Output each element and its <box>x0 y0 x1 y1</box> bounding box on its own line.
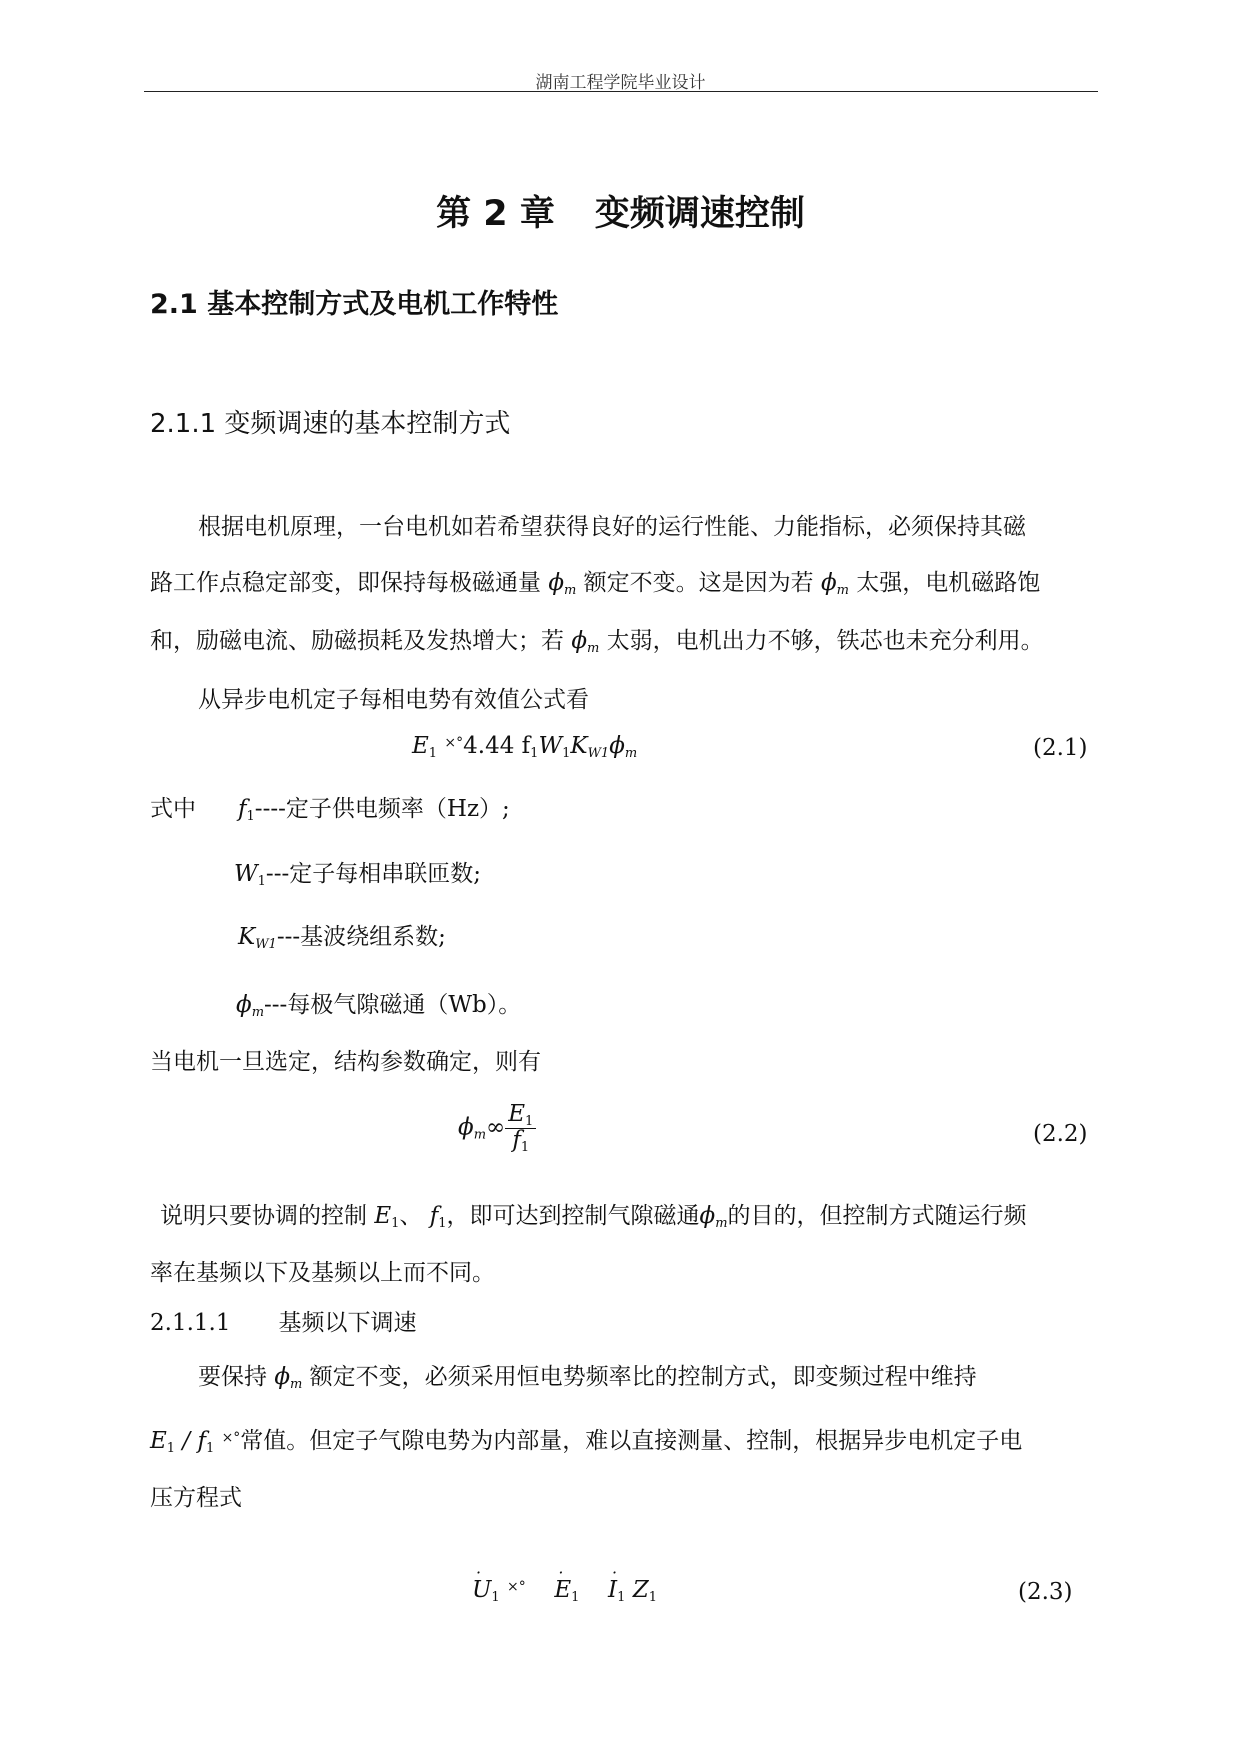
eq-relation: ∞ <box>486 1114 506 1141</box>
para2: 从异步电机定子每相电势有效值公式看 <box>198 687 589 713</box>
eq-symbol: K <box>570 733 588 759</box>
equation-number: (2.3) <box>1018 1579 1073 1605</box>
subsubsection-number: 2.1.1.1 <box>150 1310 231 1336</box>
def-symbol: ϕ <box>236 992 252 1018</box>
eq-subscript: 1 <box>617 1590 626 1605</box>
para4-text: 的目的，但控制方式随运行频 <box>727 1203 1027 1229</box>
E1-symbol: E <box>150 1428 167 1454</box>
definition-item <box>234 863 481 888</box>
equation-2-3 <box>472 1579 657 1604</box>
para4-line2: 率在基频以下及基频以上而不同。 <box>150 1260 495 1286</box>
para5-line2: $E_1 / f_1$ ×°常值。但定子气隙电势为内部量，难以直接测量、控制，根据异步电机定子电 <box>150 1428 1023 1456</box>
header-rule <box>144 91 1098 92</box>
eq-symbol: f <box>512 1127 521 1153</box>
def-text: ----定子供电频率（Hz）; <box>254 796 510 822</box>
eq-symbol: E <box>412 733 429 759</box>
eq-subscript: 1 <box>530 746 539 761</box>
section-heading: 2.1 基本控制方式及电机工作特性 <box>150 289 559 320</box>
phi-symbol: ϕm <box>820 570 849 598</box>
eq-subscript: 1 <box>520 1140 530 1155</box>
para1-text: 路工作点稳定部变，即保持每极磁通量 <box>150 570 541 596</box>
para1-line3 <box>150 630 1044 655</box>
f1-symbol: $f_1$ <box>429 1203 447 1231</box>
para4-text: 、 <box>399 1203 423 1229</box>
eq-symbol: ϕ <box>609 733 625 759</box>
para1-line1: 根据电机原理，一台电机如若希望获得良好的运行性能、力能指标，必须保持其磁 <box>198 514 1026 540</box>
phi-symbol: ϕm <box>274 1364 303 1392</box>
para4-line1 <box>160 1205 1027 1230</box>
eq-subscript: 1 <box>571 1590 580 1605</box>
eq-symbol: · I <box>608 1579 617 1602</box>
subsubsection-heading <box>150 1312 416 1335</box>
eq-subscript: 1 <box>428 746 438 761</box>
eq-relation: ×° <box>221 1430 241 1446</box>
definition-item <box>238 926 446 951</box>
subsubsection-title: 基频以下调速 <box>278 1310 417 1336</box>
para4-text: ，即可达到控制气隙磁通 <box>446 1203 700 1229</box>
definition-item <box>236 994 521 1019</box>
equation-number: (2.2) <box>1033 1121 1088 1147</box>
eq-symbol: E <box>508 1101 525 1127</box>
subsection-heading: 2.1.1 变频调速的基本控制方式 <box>150 409 511 439</box>
phi-symbol: ϕm <box>699 1203 728 1231</box>
eq-subscript: 1 <box>491 1590 500 1605</box>
running-header: 湖南工程学院毕业设计 <box>535 73 706 93</box>
def-text: ---基波绕组系数; <box>276 924 446 950</box>
para1-text: 太弱，电机出力不够，铁芯也未充分利用。 <box>606 628 1044 654</box>
eq-fraction <box>505 1103 536 1154</box>
def-symbol: W <box>234 861 258 887</box>
para5-text: 要保持 <box>198 1364 267 1390</box>
para5-line1 <box>198 1366 977 1391</box>
para1-text: 和，励磁电流、励磁损耗及发热增大；若 <box>150 628 564 654</box>
definitions-intro: 式中 <box>150 796 196 822</box>
def-text: ---定子每相串联匝数; <box>265 861 481 887</box>
eq-term: 4.44 f <box>463 733 531 759</box>
def-text: ---每极气隙磁通（Wb）。 <box>264 992 522 1018</box>
def-subscript: W1 <box>255 937 277 952</box>
phi-symbol: ϕm <box>548 570 577 598</box>
eq-symbol: · U <box>472 1579 491 1602</box>
definition-item <box>238 798 510 823</box>
para1-text: 太强，电机磁路饱 <box>856 570 1041 596</box>
eq-subscript: W1 <box>587 746 610 761</box>
equation-2-1 <box>412 735 637 760</box>
eq-symbol: · E <box>554 1579 571 1602</box>
chapter-title: 变频调速控制 <box>594 194 805 234</box>
equation-number: (2.1) <box>1033 735 1088 761</box>
f1-symbol: / f <box>175 1428 206 1454</box>
eq-subscript: 1 <box>648 1590 657 1605</box>
para5-text: 额定不变，必须采用恒电势频率比的控制方式，即变频过程中维持 <box>309 1364 977 1390</box>
def-subscript: 1 <box>257 874 266 889</box>
para3: 当电机一旦选定，结构参数确定，则有 <box>150 1049 541 1075</box>
para1-text: 额定不变。这是因为若 <box>583 570 814 596</box>
para5-text: 常值。但定子气隙电势为内部量，难以直接测量、控制，根据异步电机定子电 <box>240 1428 1023 1454</box>
phi-symbol: ϕm <box>571 628 600 656</box>
para1-line2 <box>150 572 1040 597</box>
E1-symbol: $E_1$ <box>374 1203 400 1231</box>
eq-subscript: 1 <box>562 746 571 761</box>
fraction-numerator <box>505 1103 536 1129</box>
def-subscript: m <box>251 1005 265 1020</box>
def-symbol: f <box>238 796 247 822</box>
eq-symbol: W <box>538 733 563 759</box>
fraction-denominator <box>505 1129 536 1154</box>
def-subscript: 1 <box>246 809 255 824</box>
eq-subscript: m <box>473 1127 487 1143</box>
equation-2-2 <box>458 1103 536 1154</box>
para4-text: 说明只要协调的控制 <box>160 1203 367 1229</box>
chapter-heading <box>0 186 1241 236</box>
chapter-number: 第 2 章 <box>436 194 555 234</box>
para5-line3: 压方程式 <box>150 1485 242 1511</box>
eq-relation: ×° <box>444 735 464 751</box>
eq-symbol: ϕ <box>458 1114 474 1141</box>
eq-symbol: Z <box>632 1577 649 1603</box>
eq-relation: ×° <box>506 1579 526 1595</box>
eq-subscript: m <box>624 746 638 761</box>
eq-subscript: 1 <box>524 1114 534 1129</box>
def-symbol: K <box>238 924 256 950</box>
